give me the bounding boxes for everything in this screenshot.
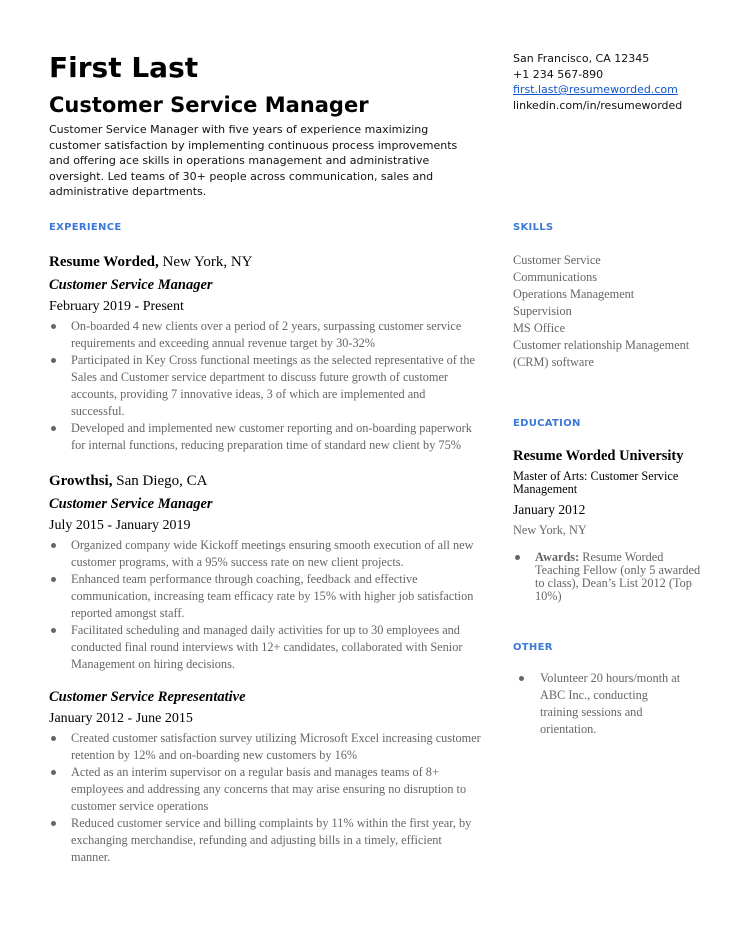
- company-name: Growthsi,: [49, 473, 113, 489]
- job-title: Customer Service Manager: [49, 496, 213, 512]
- education-degree: Master of Arts: Customer Service Management: [513, 468, 679, 496]
- job-dates: February 2019 - Present: [49, 299, 184, 314]
- candidate-role: Customer Service Manager: [49, 93, 369, 117]
- education-school: Resume Worded University: [513, 448, 684, 464]
- bullet-item: Enhanced team performance through coaching, feedback and effective communication, increasing team efficacy rate by 15% with higher job satisfaction reported amongst staff.: [49, 571, 481, 622]
- education-date: January 2012: [513, 501, 586, 517]
- contact-location: San Francisco, CA 12345: [513, 52, 650, 65]
- company-line: [49, 252, 481, 272]
- education-section: [513, 448, 703, 603]
- skill-item: Supervision: [513, 304, 572, 318]
- other-list: [519, 670, 689, 738]
- company-line: [49, 471, 481, 491]
- bullet-item: Organized company wide Kickoff meetings ensuring smooth execution of all new customer programs, with a 95% success rate on new client projects.: [49, 537, 481, 571]
- other-heading: OTHER: [513, 642, 553, 653]
- company-location: San Diego, CA: [112, 473, 208, 489]
- job-resume-worded: [49, 252, 481, 454]
- awards-text: Resume Worded Teaching Fellow (only 5 awarded to class), Dean’s List 2012 (Top 10%): [535, 549, 701, 603]
- job-title: Customer Service Representative: [49, 689, 246, 705]
- bullet-item: Created customer satisfaction survey utilizing Microsoft Excel increasing customer retention by 12% and on-boarding new customers by 16%: [49, 730, 481, 764]
- job-growthsi: [49, 471, 481, 866]
- bullet-item: Facilitated scheduling and managed daily activities for up to 30 employees and conducted final round interviews with 12+ candidates, collaborated with Senior Management on hiring decisions.: [49, 622, 481, 673]
- bullet-item: Developed and implemented new customer reporting and on-boarding paperwork for internal functions, reducing preparation time of standard new client by 75%: [49, 420, 481, 454]
- skill-item: MS Office: [513, 321, 566, 335]
- job-bullets: [49, 730, 481, 866]
- skill-item: Customer Service: [513, 253, 601, 267]
- contact-phone: +1 234 567-890: [513, 67, 604, 81]
- education-heading: EDUCATION: [513, 418, 581, 429]
- company-location: New York, NY: [158, 254, 253, 270]
- contact-linkedin: linkedin.com/in/resumeworded: [513, 98, 683, 112]
- bullet-item: Acted as an interim supervisor on a regular basis and manages teams of 8+ employees and addressing any concerns that may arise ensuring no disruption to customer service operations: [49, 764, 481, 815]
- experience-section: [49, 252, 481, 866]
- job-bullets: [49, 537, 481, 673]
- experience-heading: EXPERIENCE: [49, 222, 122, 233]
- education-location: New York, NY: [513, 522, 587, 537]
- education-bullets: [513, 551, 703, 603]
- job-title: Customer Service Manager: [49, 277, 213, 293]
- education-awards: [513, 551, 703, 603]
- skills-list: [513, 252, 703, 371]
- bullet-item: Reduced customer service and billing complaints by 11% within the first year, by exchanging merchandise, refunding and adjusting bills in a timely, efficient manner.: [49, 815, 481, 866]
- other-item: Volunteer 20 hours/month at ABC Inc., conducting training sessions and orientation.: [519, 670, 689, 738]
- job-bullets: [49, 318, 481, 454]
- job-dates: July 2015 - January 2019: [49, 518, 191, 533]
- contact-block: [513, 51, 682, 113]
- skill-item: Communications: [513, 270, 598, 284]
- contact-email-link[interactable]: first.last@resumeworded.com: [513, 83, 678, 96]
- company-name: Resume Worded,: [49, 254, 159, 270]
- bullet-item: On-boarded 4 new clients over a period of 2 years, surpassing customer service requirements and exceeding annual revenue target by 30-32%: [49, 318, 481, 352]
- skills-heading: SKILLS: [513, 222, 554, 233]
- skill-item: Operations Management: [513, 287, 635, 301]
- skill-item: Customer relationship Management (CRM) software: [513, 338, 690, 369]
- awards-label: Awards:: [535, 549, 580, 564]
- candidate-name: First Last: [49, 51, 199, 84]
- summary: Customer Service Manager with five years of experience maximizing customer satisfaction by implementing continuous process improvements and offering ace skills in operations management and administrative oversight. Led teams of 30+ people across communication, sales and administrative departments.: [49, 123, 458, 198]
- bullet-item: Participated in Key Cross functional meetings as the selected representative of the Sales and Customer service department to discuss future growth of customer accounts, providing 7 innovative ideas, 3 of which are implemented and successful.: [49, 352, 481, 420]
- job-dates: January 2012 - June 2015: [49, 711, 193, 726]
